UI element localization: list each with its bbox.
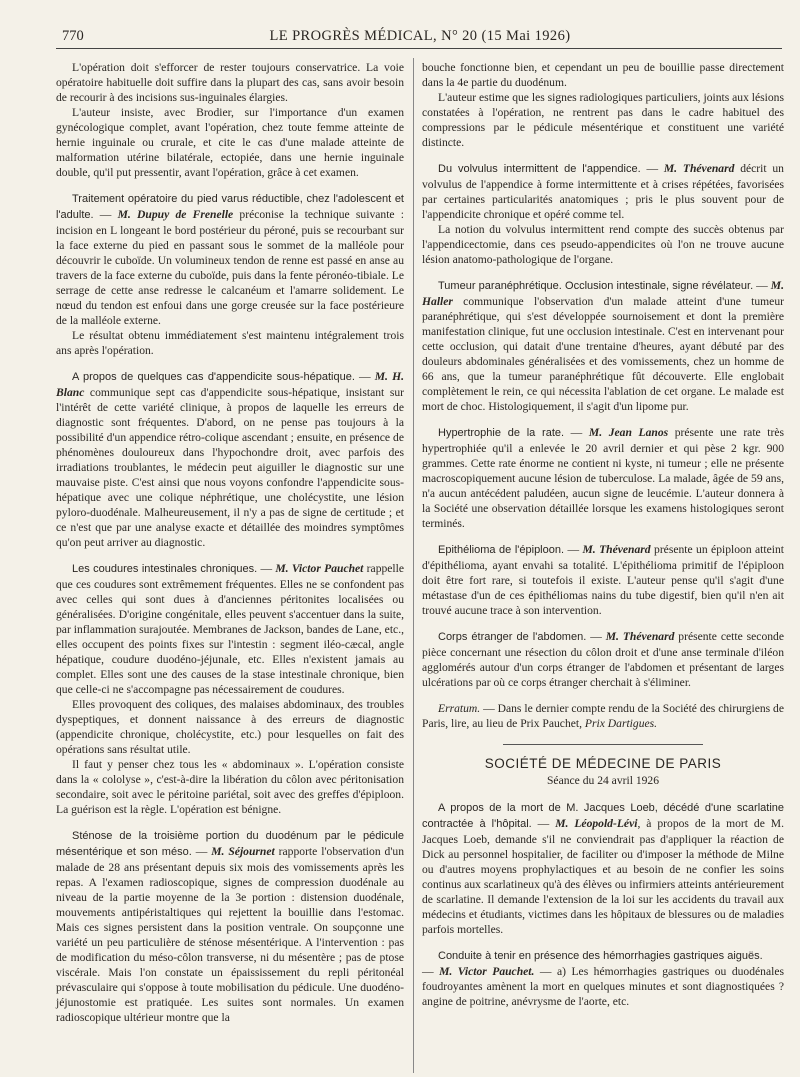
author-name: M. Victor Pauchet. [439, 965, 535, 978]
article-title: A propos de la mort de M. Jacques Loeb, décédé d'une scarlatine contractée à l'hôpital. [422, 802, 784, 830]
society-title: SOCIÉTÉ DE MÉDECINE DE PARIS [484, 756, 722, 771]
article-text: rappelle que ces coudures sont extrêmement fréquentes. Elles ne se confondent pas avec celles qui sont dues à d'anciennes péritonites localisées ou généralisées. D'origine congénitale, elles peuvent s'accentuer dans la suite, par inflammation surajoutée. Membranes de Jackson, bandes de Lane, etc., elles occupent des points fixes sur l'intestin : segment iléo-cæcal, angle hépatique, coudure duodéno-jéjunale, etc. Elles n'existent jamais au complet. Elles sont une des causes de la stase intestinale chronique, bien que celle-ci ne s'accompagne pas nécessairement de coudures. [56, 562, 405, 696]
article-loeb: A propos de la mort de M. Jacques Loeb, décédé d'une scarlatine contractée à l'hôpital. — M. Léopold-Lévi, à propos de la mort de M. Jacques Loeb, demande s'il ne conviendrait pas d'appliquer la réaction de Dick au personnel hospitalier, de faciliter ou d'imposer la méthode de Milne ou d'autres moyens prophylactiques et au besoin de ne confier les soins continus aux scarlatineux qu'à des élèves ou infirmiers atteints antérieurement de scarlatine. Il demande l'extension de la loi sur les accidents du travail aux médecins et étudiants, victimes dans les hôpitaux de blessures ou de maladies parfois mortelles. [422, 802, 785, 936]
article-text: — a) Les hémorrhagies gastriques ou duodénales foudroyantes amènent la mort en quelques minutes et sont diagnostiquées ? angine de poitrine, anévrysme de l'aorte, etc. [422, 965, 784, 1008]
article-title: Tumeur paranéphrétique. Occlusion intestinale, signe révélateur. [438, 280, 754, 292]
article-hemorrhagies: Conduite à tenir en présence des hémorrhagies gastriques aiguës. — M. Victor Pauchet. — a) Les hémorrhagies gastriques ou duodénales foudroyantes amènent la mort en quelques minutes et sont diagnostiquées ? angine de poitrine, anévrysme de l'aorte, etc. [422, 950, 784, 1008]
article-title: Traitement opératoire du pied varus réductible, chez l'adolescent et l'adulte. [56, 193, 404, 221]
article-title: Corps étranger de l'abdomen. [438, 631, 587, 643]
article-appendicite: A propos de quelques cas d'appendicite sous-hépatique. — M. H. Blanc communique sept cas d'appendicite sous-hépatique, insistant sur l'intérêt de cette variété clinique, à propos de laquelle les erreurs de diagnostic sont fréquentes. D'abord, on ne pense pas toujours à la possibilité d'un appendice rétro-colique ascendant ; ensuite, en présence de phénomènes douloureux dans l'hypochondre droit, avec parfois des irradiations troublantes, le médecin peut aiguiller le diagnostic sur une mauvaise piste. C'est ainsi que nous voyons confondre l'appendicite sous-hépatique avec une colique néphrétique, une cholécystite, une lésion pyloro-duodénale. Malheureusement, il n'y a pas de signe de certitude ; et ce n'est que par une analyse exacte et détaillée des moindres symptômes qu'on peut arriver au diagnostic. [56, 370, 404, 549]
article-text: présente cette seconde pièce concernant une résection du côlon droit et d'une anse terminale d'iléon agglomérés autour d'un corps étranger de l'abdomen et présentant de larges ulcérations par où ce corps étranger cherchait à s'éliminer. [422, 630, 784, 689]
author-name: M. Thévenard [582, 543, 651, 556]
society-date: Séance du 24 avril 1926 [546, 774, 660, 787]
article-title: A propos de quelques cas d'appendicite sous-hépatique. [72, 371, 355, 383]
paragraph: La notion du volvulus intermittent rend compte des succès obtenus par l'appendicectomie, dans ces pseudo-appendicites où l'on ne trouve aucune lésion anatomo-pathologique de l'organe. [422, 223, 784, 266]
left-column [56, 60, 404, 1025]
article-text: communique l'observation d'un malade atteint d'une tumeur paranéphrétique, qui s'est développée sournoisement et dont la première manifestation clinique, fut une occlusion intestinale. C'est en intervenant pour cette occlusion, qui datait d'une trentaine d'heures, ayant débuté par des douleurs abdominales généralisées et des vomissements, chez un homme de 66 ans, que la tumeur paranéphrétique fût découverte. Elle englobait complètement le rein, ce qui nécessita l'ablation de cet organe. Le malade est mort de choc. Histologiquement, il s'agit d'un lipome pur. [422, 295, 784, 413]
right-column [422, 60, 784, 1009]
article-title: Conduite à tenir en présence des hémorrhagies gastriques aiguës. [438, 950, 763, 962]
header-rule [56, 48, 782, 49]
article-text: décrit un volvulus de l'appendice à forme intermittente et à crises répétées, favorisées par certaines particularités anatomiques ; pris le plus souvent pour de l'appendicite chronique et opéré comme tel. [422, 162, 784, 221]
page-number: 770 [62, 28, 84, 44]
article-rate: Hypertrophie de la rate. — M. Jean Lanos présente une rate très hypertrophiée qu'il a enlevée le 20 avril dernier et qui pèse 2 kgr. 900 grammes. Cette rate énorme ne contient ni kyste, ni tumeur ; elle ne présente macroscopiquement aucune lésion de tuberculose. La malade, âgée de 59 ans, n'a aucun antécédent paludéen, aucun signe de leucémie. L'auteur donnera à la Société une observation détaillée lorsque les examens histologiques seront terminés. [422, 426, 785, 530]
article-text: rapporte l'observation d'un malade de 28 ans présentant depuis six mois des vomissements après les repas. A l'examen radioscopique, signes de compression duodénale au niveau de la partie moyenne de la 3e portion : distension duodénale, mouvements antipéristaltiques qui rejettent la bouillie dans l'estomac. Mais ces signes persistent dans la position ventrale. On soupçonne une variété un peu particulière de sténose mésentérique. A l'intervention : pas de modification du méso-côlon transverse, ni du mésentère ; pas de ptose viscérale. Mais l'on constate un épaississement du repli péritonéal prévasculaire qui s'oppose à toute mobilisation du pédicule. Une duodéno-jéjunostomie est pratiquée. Les suites sont normales. Un examen radioscopique ultérieur montre que la [56, 845, 405, 1024]
article-tumeur: Tumeur paranéphrétique. Occlusion intestinale, signe révélateur. — M. Haller communique l'observation d'un malade atteint d'une tumeur paranéphrétique, qui s'est développée sournoisement et dont la première manifestation clinique, fut une occlusion intestinale. C'est en intervenant pour cette occlusion, qui datait d'une trentaine d'heures, ayant débuté par des douleurs abdominales généralisées et des vomissements, chez un homme de 66 ans, que la tumeur paranéphrétique fût découverte. Elle englobait complètement le rein, ce qui nécessita l'ablation de cet organe. Le malade est mort de choc. Histologiquement, il s'agit d'un lipome pur. [422, 279, 785, 413]
article-text: présente un épiploon atteint d'épithélioma, ayant envahi sa totalité. L'épithélioma primitif de l'épiploon doit être fort rare, si toutefois il existe. L'auteur pense qu'il s'agit d'une métastase d'un de ces épithéliomas nains du tube digestif, bien qu'il n'en ait trouvé aucune trace à son intervention. [422, 543, 785, 617]
paragraph: L'auteur insiste, avec Brodier, sur l'importance d'un examen gynécologique complet, avant l'opération, chez toute femme atteinte de hernie inguinale ou crurale, et cite le cas d'une malade atteinte de malformation utérine bilatérale, ectopiée, dans une hernie inguinale double, qu'il put pressentir, avant l'opération, grâce à cet examen. [56, 106, 404, 179]
paragraph: bouche fonctionne bien, et cependant un peu de bouillie passe directement dans la 4e partie du duodénum. [422, 61, 784, 89]
paragraph: Le résultat obtenu immédiatement s'est maintenu intégralement trois ans après l'opération. [56, 329, 404, 357]
author-name: M. Thévenard [663, 162, 735, 175]
article-volvulus: Du volvulus intermittent de l'appendice. — M. Thévenard décrit un volvulus de l'appendice à forme intermittente et à crises répétées, favorisées par certaines particularités anatomiques ; pris le plus souvent pour de l'appendicite chronique et opéré comme tel. [422, 162, 784, 221]
running-header [62, 28, 778, 50]
article-epithelioma: Epithélioma de l'épiploon. — M. Thévenard présente un épiploon atteint d'épithélioma, ayant envahi sa totalité. L'épithélioma primitif de l'épiploon doit être fort rare, si toutefois il existe. L'auteur pense qu'il s'agit d'une métastase d'un de ces épithéliomas nains du tube digestif, bien qu'il n'en ait trouvé aucune trace à son intervention. [422, 543, 785, 617]
author-name: M. H. Blanc [56, 370, 404, 399]
author-name: M. Jean Lanos [588, 426, 669, 439]
article-text: préconise la technique suivante : incision en L longeant le bord postérieur du péroné, puis se recourbant sur la face externe du pied en passant sous le sommet de la malléole pour découvrir le cuboïde. Un volumineux tendon de renne est passé en anse au travers de la face externe du cuboïde, puis dans la fente péronéo-tibiale. Le serrage de cette anse redresse le calcanéum et l'amarre solidement. Le nœud du tendon est enfoui dans une gorge creusée sur la face postérieure de la malléole externe. [56, 208, 404, 327]
author-name: M. Thévenard [605, 630, 675, 643]
article-title: Sténose de la troisième portion du duodénum par le pédicule mésentérique et son méso. [56, 830, 404, 858]
article-title: Les coudures intestinales chroniques. [72, 563, 258, 575]
paragraph: Elles provoquent des coliques, des malaises abdominaux, des troubles dyspeptiques, et donnent naissance à des erreurs de diagnostic (appendicite chronique, cholécystite, etc.) pour lesquelles on fait des opérations sans résultat utile. [56, 698, 404, 756]
author-name: M. Haller [422, 279, 785, 308]
article-title: Hypertrophie de la rate. [438, 427, 565, 439]
erratum-label: Erratum. [438, 702, 481, 715]
author-name: M. Victor Pauchet [275, 562, 364, 575]
article-title: Epithélioma de l'épiploon. [438, 544, 565, 556]
article-pied-varus: Traitement opératoire du pied varus réductible, chez l'adolescent et l'adulte. — M. Dupuy de Frenelle préconise la technique suivante : incision en L longeant le bord postérieur du péroné, puis se recourbant sur la face externe du pied en passant sous le sommet de la malléole pour découvrir le cuboïde. Un volumineux tendon de renne est passé en anse au travers de la face externe du cuboïde, puis dans la fente péronéo-tibiale. Le serrage de cette anse redresse le calcanéum et l'amarre solidement. Le nœud du tendon est enfoui dans une gorge creusée sur la face postérieure de la malléole externe. [56, 193, 404, 327]
erratum-italic: Prix Dartigues. [584, 717, 658, 730]
article-title: Du volvulus intermittent de l'appendice. [438, 163, 641, 175]
article-coudures: Les coudures intestinales chroniques. — M. Victor Pauchet rappelle que ces coudures sont extrêmement fréquentes. Elles ne se confondent pas avec celles qui sont dues à d'anciennes péritonites localisées ou généralisées. D'origine congénitale, elles peuvent s'accentuer dans la suite, par inflammation surajoutée. Membranes de Jackson, bandes de Lane, etc., elles occupent des points fixes sur l'intestin : segment iléo-cæcal, angle hépatique, coudure duodéno-jéjunale, etc. Elles n'existent jamais au complet. Elles sont une des causes de la stase intestinale chronique, bien que celle-ci ne s'accompagne pas nécessairement de coudures. [56, 562, 405, 696]
paragraph: L'auteur estime que les signes radiologiques particuliers, joints aux lésions constatées à l'opération, ne rentrent pas dans le cadre habituel des compressions par le pédicule mésentérique et constituent une variété distincte. [422, 91, 784, 149]
erratum-text: — Dans le dernier compte rendu de la Société des chirurgiens de Paris, lire, au lieu de Prix Pauchet, [422, 702, 784, 730]
article-corps-etranger: Corps étranger de l'abdomen. — M. Thévenard présente cette seconde pièce concernant une résection du côlon droit et d'une anse terminale d'iléon agglomérés autour d'un corps étranger de l'abdomen et présentant de larges ulcérations par où ce corps étranger cherchait à s'éliminer. [422, 630, 784, 689]
running-head: LE PROGRÈS MÉDICAL, N° 20 (15 Mai 1926) [269, 28, 571, 44]
article-stenose: Sténose de la troisième portion du duodénum par le pédicule mésentérique et son méso. — M. Séjournet rapporte l'observation d'un malade de 28 ans présentant depuis six mois des vomissements après les repas. A l'examen radioscopique, signes de compression duodénale au niveau de la partie moyenne de la 3e portion : distension duodénale, mouvements antipéristaltiques qui rejettent la bouillie dans l'estomac. Mais ces signes persistent dans la position ventrale. On soupçonne une variété un peu particulière de sténose mésentérique. A l'intervention : pas de modification du méso-côlon transverse, ni du mésentère ; pas de ptose viscérale. Mais l'on constate un épaississement du repli péritonéal prévasculaire qui s'oppose à toute mobilisation du pédicule. Une duodéno-jéjunostomie est pratiquée. Les suites sont normales. Un examen radioscopique ultérieur montre que la [56, 830, 405, 1024]
erratum [422, 701, 784, 731]
paragraph: L'opération doit s'efforcer de rester toujours conservatrice. La voie opératoire habituelle doit suffire dans la plupart des cas, sans avoir besoin de recourir à des incisions sus-inguinales élargies. [56, 61, 404, 104]
paragraph: Il faut y penser chez tous les « abdominaux ». L'opération consiste dans la « cololyse », c'est-à-dire la libération du côlon avec péritonisation secondaire, soit avec le péritoine pariétal, soit avec des greffes d'épiploon. La guérison est la règle. L'opération est bénigne. [56, 758, 404, 816]
article-text: , à propos de la mort de M. Jacques Loeb, demande s'il ne conviendrait pas d'appliquer la réaction de Dick au personnel hospitalier, de faciliter ou d'imposer la méthode de Milne ou d'autres moyens prophylactiques et au besoin de ne confier les soins continus aux scarlatineux qu'à des élèves ou infirmiers atteints antérieurement de scarlatine. Il demande l'extension de la loi sur les accidents du travail aux médecins et étudiants, victimes dans les hôpitaux de blessures ou de maladies parfois mortelles. [422, 817, 785, 936]
column-divider [413, 58, 414, 1073]
author-name: M. Dupuy de Frenelle [117, 208, 234, 221]
author-name: M. Léopold-Lévi [555, 817, 638, 830]
article-text: présente une rate très hypertrophiée qu'il a enlevée le 20 avril dernier et qui pèse 2 kgr. 900 grammes. Cette rate énorme ne contient ni kyste, ni tumeur ; elle ne présente macroscopiquement aucune lésion de tuberculose. La malade, âgée de 59 ans, n'a aucun antécédent paludéen, aucun signe de leucémie. L'auteur donnera à la Société une observation détaillée lorsque les examens histologiques seront terminés. [422, 426, 785, 530]
society-rule [503, 744, 703, 745]
article-text: communique sept cas d'appendicite sous-hépatique, insistant sur l'intérêt de cette variété clinique, à propos de laquelle les erreurs de diagnostic sont fréquentes. D'abord, on ne pense pas toujours à la possibilité d'un appendice rétro-colique ascendant ; ensuite, en présence de phénomènes douloureux dans l'hypochondre droit, avec parfois des irradiations troublantes, le médecin peut aiguiller le diagnostic sur une mauvaise piste. C'est ainsi que nous voyons confondre l'appendicite sous-hépatique avec une colique néphrétique, une cholécystite, une lésion pyloro-duodénale. Malheureusement, il n'y a pas de signe de certitude ; et ce n'est que par une analyse exacte et détaillée des moindres symptômes qu'on peut arriver au diagnostic. [56, 386, 404, 549]
author-name: M. Séjournet [211, 845, 275, 858]
